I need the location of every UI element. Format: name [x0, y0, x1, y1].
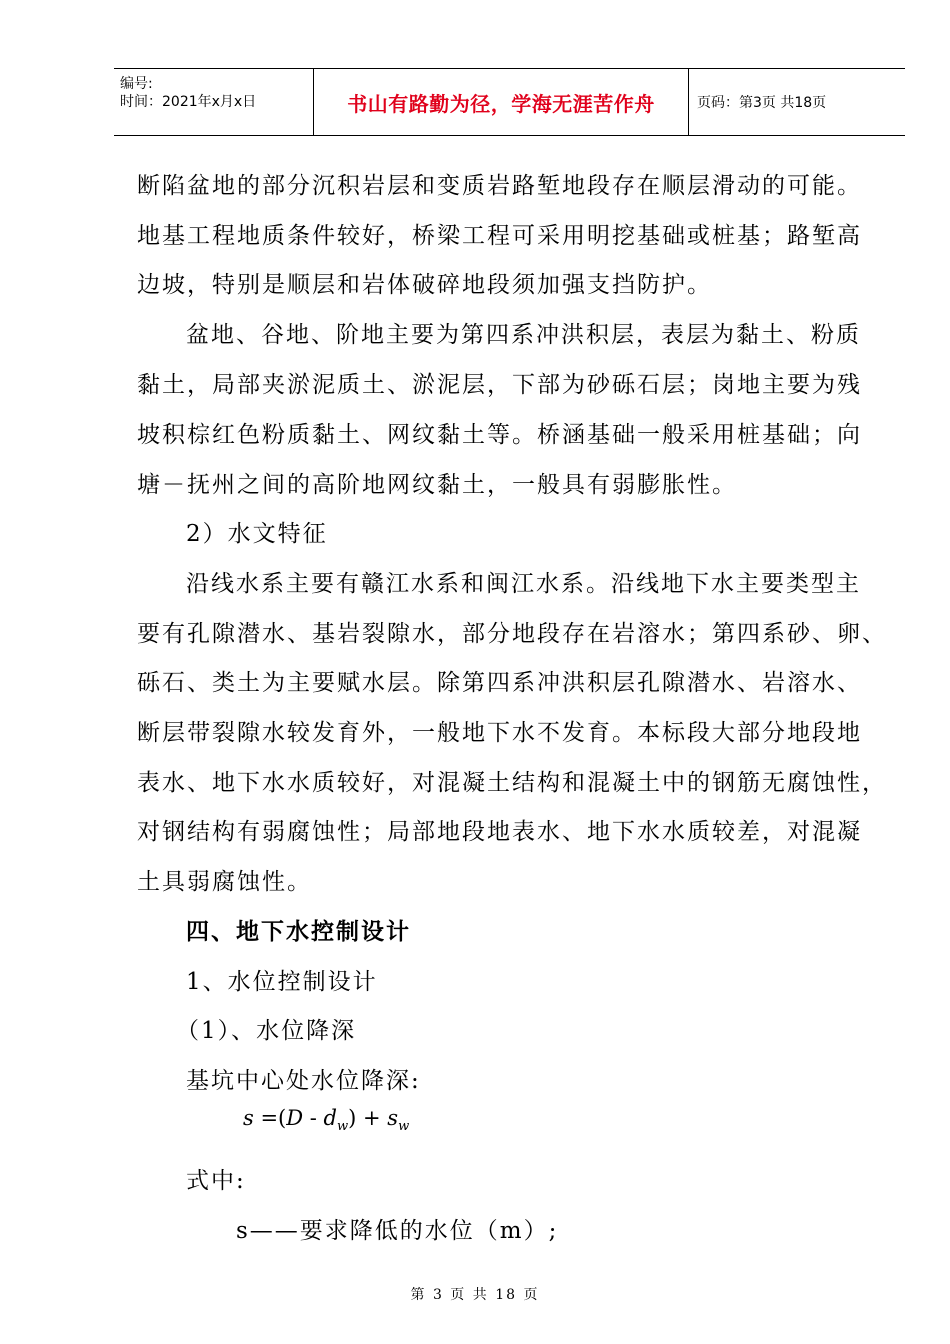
header-motto-cell — [314, 69, 689, 135]
page-footer: 第 3 页 共 18 页 — [410, 1287, 540, 1303]
body-line: 黏土，局部夹淤泥质土、淤泥层，下部为砂砾石层；岗地主要为残 — [137, 372, 862, 398]
header-page-cell — [689, 69, 905, 135]
body-line: 坡积棕红色粉质黏土、网纹黏土等。桥涵基础一般采用桩基础；向 — [137, 422, 862, 448]
body-line: 沿线水系主要有赣江水系和闽江水系。沿线地下水主要类型主 — [186, 571, 861, 597]
body-line: 盆地、谷地、阶地主要为第四系冲洪积层，表层为黏土、粉质 — [186, 322, 861, 348]
body-line: 对钢结构有弱腐蚀性；局部地段地表水、地下水水质较差，对混凝 — [137, 819, 862, 845]
drawdown-formula — [243, 1106, 409, 1134]
formula-d: d — [323, 1106, 337, 1130]
formula-intro: 基坑中心处水位降深: — [186, 1068, 421, 1094]
formula-d-sub: w — [337, 1119, 349, 1135]
formula-D: D — [286, 1106, 304, 1130]
formula-minus: - — [303, 1106, 324, 1130]
variable-definition: s——要求降低的水位（m）; — [236, 1218, 559, 1244]
header-motto: 书山有路勤为径，学海无涯苦作舟 — [347, 91, 655, 116]
page-header — [114, 68, 905, 136]
formula-s2: s — [387, 1106, 399, 1130]
header-time-label: 时间：2021年x月x日 — [120, 94, 257, 110]
body-line: 塘－抚州之间的高阶地网纹黏土，一般具有弱膨胀性。 — [137, 472, 737, 498]
subsection-heading: （1）、水位降深 — [176, 1018, 357, 1044]
body-line: 地基工程地质条件较好，桥梁工程可采用明挖基础或桩基；路堑高 — [137, 223, 862, 249]
formula-where: 式中: — [186, 1168, 246, 1194]
header-page-label: 页码：第3页 共18页 — [697, 95, 827, 111]
body-line: 断陷盆地的部分沉积岩层和变质岩路堑地段存在顺层滑动的可能。 — [137, 173, 862, 199]
subsection-heading: 1、水位控制设计 — [186, 969, 378, 995]
body-line: 断层带裂隙水较发育外，一般地下水不发育。本标段大部分地段地 — [137, 720, 862, 746]
body-line: 要有孔隙潜水、基岩裂隙水，部分地段存在岩溶水；第四系砂、卵、 — [137, 621, 887, 647]
body-line: 砾石、类土为主要赋水层。除第四系冲洪积层孔隙潜水、岩溶水、 — [137, 670, 862, 696]
header-number-label: 编号: — [120, 76, 153, 92]
body-line: 表水、地下水水质较好，对混凝土结构和混凝土中的钢筋无腐蚀性， — [137, 770, 887, 796]
section-heading-hydrology: 2）水文特征 — [186, 521, 328, 547]
section-heading-groundwater: 四、地下水控制设计 — [186, 919, 411, 945]
formula-s: s — [243, 1106, 254, 1130]
formula-close: ) + — [348, 1106, 388, 1130]
body-line: 土具弱腐蚀性。 — [137, 869, 312, 895]
body-line: 边坡，特别是顺层和岩体破碎地段须加强支挡防护。 — [137, 272, 712, 298]
header-meta — [114, 69, 314, 135]
formula-eq: =( — [253, 1106, 287, 1130]
formula-s-sub: w — [398, 1119, 410, 1135]
